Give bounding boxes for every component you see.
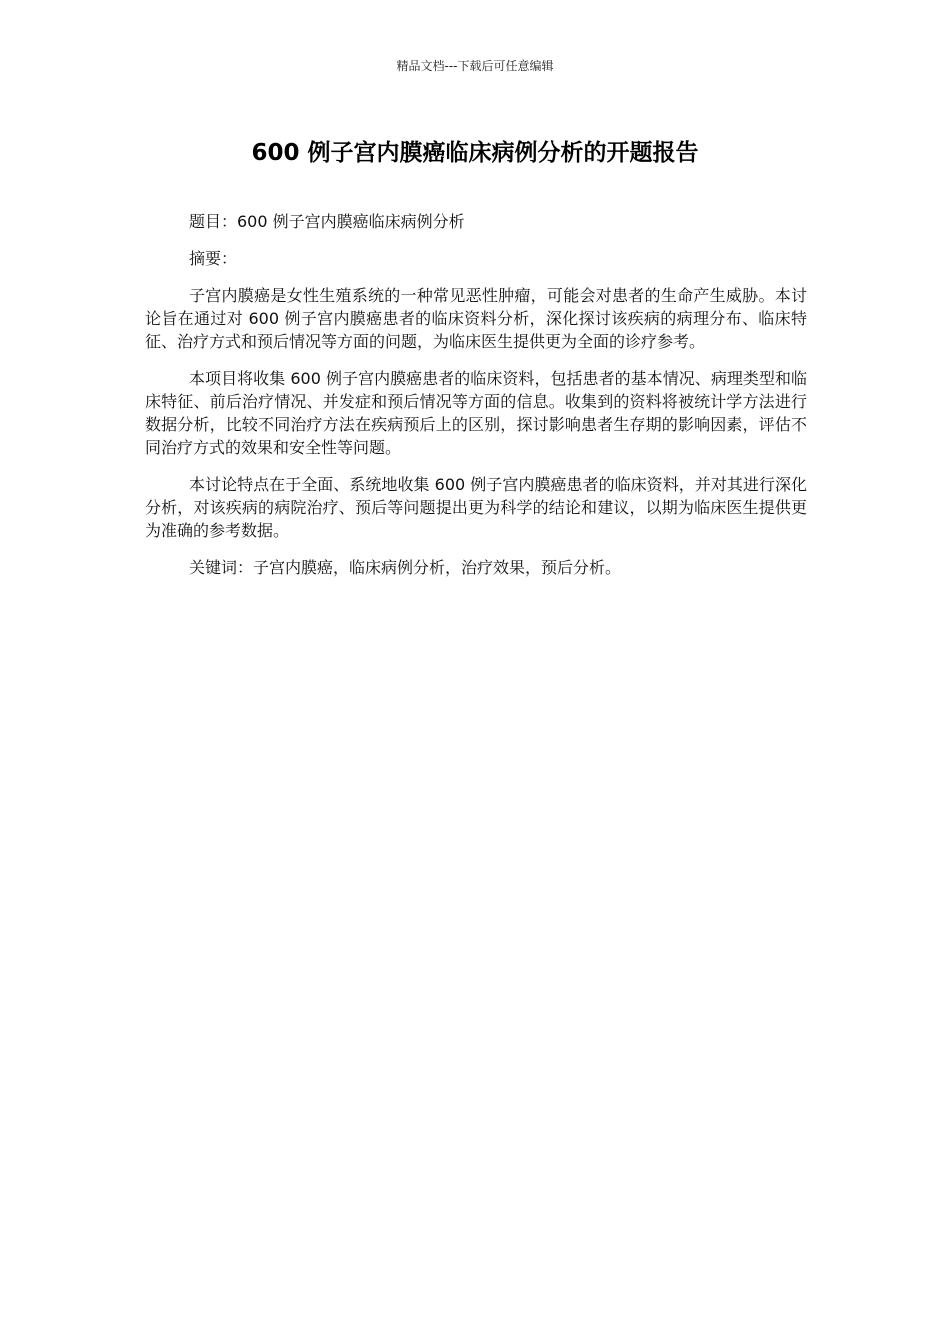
abstract-paragraph-1: 子宫内膜癌是女性生殖系统的一种常见恶性肿瘤，可能会对患者的生命产生威胁。本讨论旨在通过对 600 例子宫内膜癌患者的临床资料分析，深化探讨该疾病的病理分布、临床特征、治疗方式和预后情况等方面的问题，为临床医生提供更为全面的诊疗参考。 [145,286,807,351]
page-header: 精品文档---下载后可任意编辑 [396,59,554,73]
document-body [145,210,807,593]
abstract-paragraph-3: 本讨论特点在于全面、系统地收集 600 例子宫内膜癌患者的临床资料，并对其进行深化分析，对该疾病的病院治疗、预后等问题提出更为科学的结论和建议，以期为临床医生提供更为准确的参考数据。 [145,475,807,540]
keywords-line: 关键词：子宫内膜癌，临床病例分析，治疗效果，预后分析。 [189,558,622,577]
abstract-label: 摘要： [189,249,238,268]
abstract-paragraph-2: 本项目将收集 600 例子宫内膜癌患者的临床资料，包括患者的基本情况、病理类型和临床特征、前后治疗情况、并发症和预后情况等方面的信息。收集到的资料将被统计学方法进行数据分析，比较不同治疗方法在疾病预后上的区别，探讨影响患者生存期的影响因素，评估不同治疗方式的效果和安全性等问题。 [145,369,807,457]
topic-line: 题目：600 例子宫内膜癌临床病例分析 [189,212,465,231]
document-title: 600 例子宫内膜癌临床病例分析的开题报告 [251,140,699,166]
